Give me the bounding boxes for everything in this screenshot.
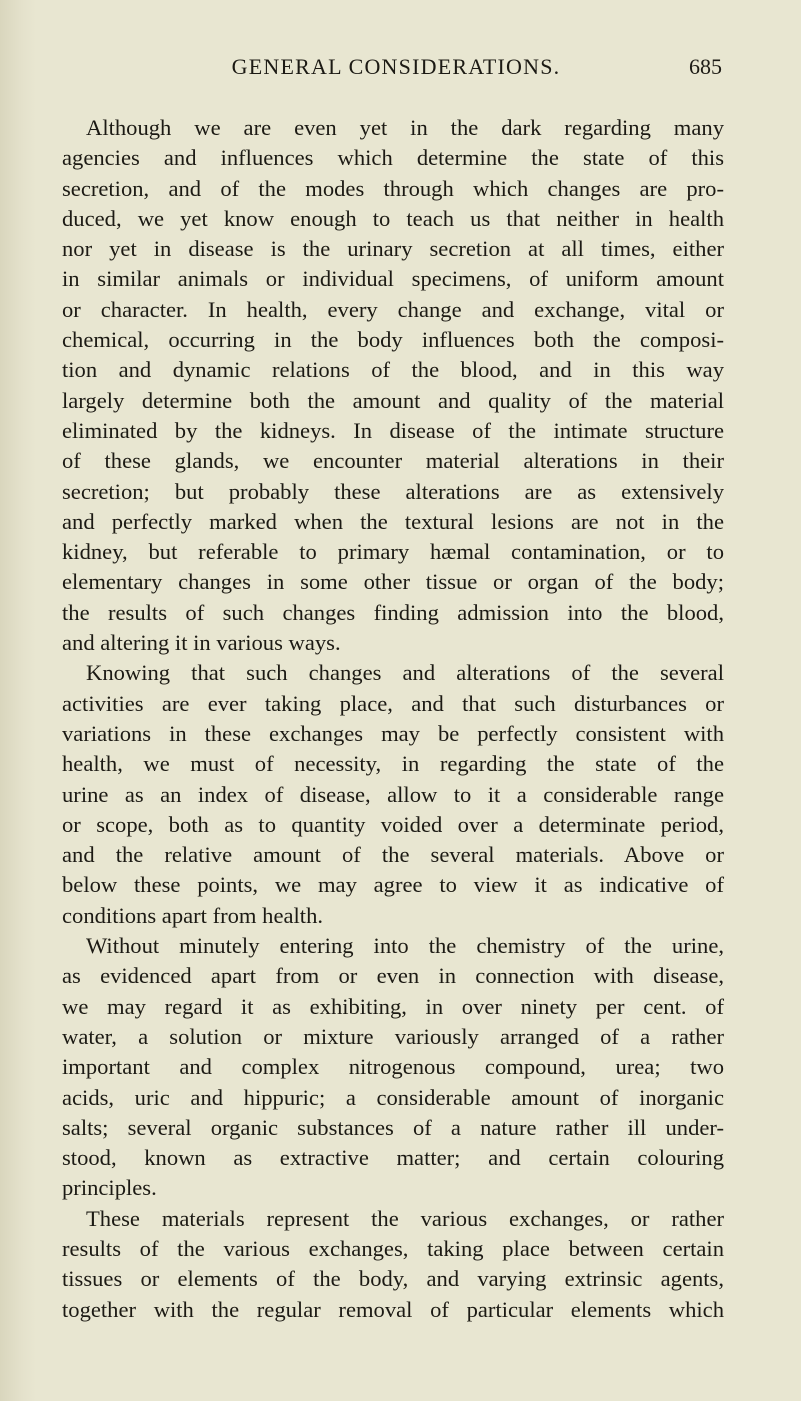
text-line: tissues or elements of the body, and varying extrinsic agents, — [62, 1266, 724, 1292]
text-line: agencies and influences which determine the state of this — [62, 145, 724, 171]
text-line: and altering it in various ways. — [62, 630, 341, 656]
text-line: tion and dynamic relations of the blood, and in this way — [62, 357, 724, 383]
running-head — [70, 46, 722, 86]
text-line: Without minutely entering into the chemistry of the urine, — [86, 933, 724, 959]
text-line: stood, known as extractive matter; and certain colouring — [62, 1145, 724, 1171]
text-line: the results of such changes finding admission into the blood, — [62, 599, 724, 625]
text-line: secretion; but probably these alterations are as extensively — [62, 478, 724, 504]
text-line: principles. — [62, 1175, 157, 1201]
text-line: health, we must of necessity, in regarding the state of the — [62, 751, 724, 777]
text-line: salts; several organic substances of a nature rather ill under- — [62, 1114, 724, 1140]
text-line: important and complex nitrogenous compound, urea; two — [62, 1054, 724, 1080]
text-line: or scope, both as to quantity voided over a determinate period, — [62, 811, 724, 837]
text-line: largely determine both the amount and quality of the material — [62, 387, 724, 413]
text-line: or character. In health, every change and exchange, vital or — [62, 296, 724, 322]
text-line: elementary changes in some other tissue or organ of the body; — [62, 569, 724, 595]
text-line: and the relative amount of the several materials. Above or — [62, 842, 724, 868]
text-line: Knowing that such changes and alterations of the several — [86, 660, 724, 686]
text-line: below these points, we may agree to view it as indicative of — [62, 872, 724, 898]
text-line: These materials represent the various exchanges, or rather — [86, 1205, 724, 1231]
text-line: kidney, but referable to primary hæmal contamination, or to — [62, 539, 724, 565]
running-title: GENERAL CONSIDERATIONS. — [231, 54, 561, 79]
text-line: in similar animals or individual specimens, of uniform amount — [62, 266, 724, 292]
text-line: as evidenced apart from or even in connection with disease, — [62, 963, 724, 989]
text-line: of these glands, we encounter material alterations in their — [62, 448, 724, 474]
text-line: secretion, and of the modes through which changes are pro- — [62, 175, 724, 201]
text-line: activities are ever taking place, and that such disturbances or — [62, 690, 724, 716]
text-line: conditions apart from health. — [62, 902, 324, 928]
text-line: nor yet in disease is the urinary secretion at all times, either — [62, 236, 724, 262]
text-line: and perfectly marked when the textural lesions are not in the — [62, 508, 724, 534]
text-line: Although we are even yet in the dark regarding many — [86, 115, 724, 140]
text-line: water, a solution or mixture variously arranged of a rather — [62, 1023, 724, 1049]
text-line: results of the various exchanges, taking place between certain — [62, 1235, 724, 1261]
text-line: we may regard it as exhibiting, in over ninety per cent. of — [62, 993, 724, 1019]
text-line: variations in these exchanges may be perfectly consistent with — [62, 720, 724, 746]
body-text — [62, 113, 724, 1325]
text-line: eliminated by the kidneys. In disease of the intimate structure — [62, 417, 724, 443]
page-gutter-shadow — [0, 0, 36, 1401]
text-line: duced, we yet know enough to teach us that neither in health — [62, 205, 724, 231]
text-line: together with the regular removal of particular elements which — [62, 1296, 724, 1322]
text-line: urine as an index of disease, allow to it a considerable range — [62, 781, 724, 807]
text-line: chemical, occurring in the body influences both the composi- — [62, 327, 724, 353]
page-number: 685 — [689, 54, 722, 79]
text-line: acids, uric and hippuric; a considerable amount of inorganic — [62, 1084, 724, 1110]
